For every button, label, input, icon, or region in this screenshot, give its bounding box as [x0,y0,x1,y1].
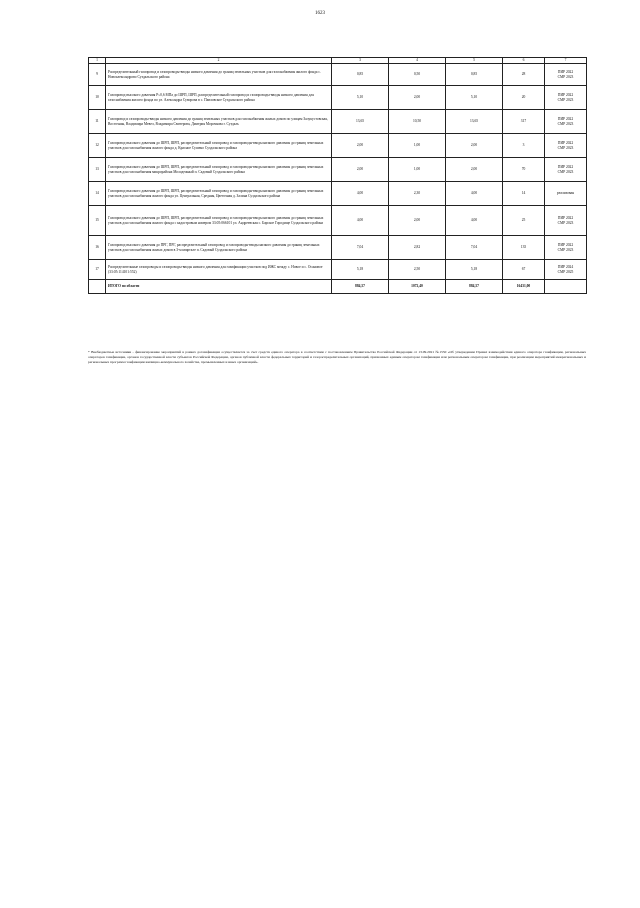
total-col3: 884,57 [332,280,389,294]
stage-label: СМР 2023 [557,247,574,252]
page-number: 1623 [315,11,325,16]
stage-label: СМР 2023 [557,74,574,79]
value-col5: 0,85 [446,64,503,86]
column-number-header: 1 [89,58,106,64]
value-col6: 25 [503,206,545,236]
value-col5: 4,00 [446,206,503,236]
stage-label: СМР 2023 [557,145,574,150]
stage-label: ПИР 2022 [557,164,574,169]
object-name: Газопровод высокого давления до ШРП, ШРП, распределительный газопровод и газопроводы-вводы низкого давления до границ земельных участков для газоснабжения жилого фонда с кадастровым номером 33:05:066101 ул. Андреевская с. Барское Городище Суздальского района [106,206,332,236]
value-col6: 3 [503,134,545,158]
value-col4: 2,82 [389,236,446,260]
stage-cell [545,134,587,158]
stage-label: реализован [556,191,575,196]
total-col4: 1072,40 [389,280,446,294]
total-col6: 16431,00 [503,280,545,294]
value-col6: 14 [503,182,545,206]
value-col3: 5,18 [332,260,389,280]
table-row [89,134,587,158]
object-name: Газопровод высокого давления до ШРП, ШРП, распределительный газопровод и газопроводы-вводы низкого давления до границ земельных участков для газоснабжения жилого фонда д. Красное Сушено Суздальского района [106,134,332,158]
table-row [89,236,587,260]
stage-label: СМР 2023 [557,121,574,126]
total-stage [545,280,587,294]
value-col6: 67 [503,260,545,280]
object-name: Распределительные газопроводы и газопроводы-вводы низкого давления для газификации участков под ИЖС между с. Новое и с. Осановое (33:05:114101:552) [106,260,332,280]
row-number: 12 [89,134,106,158]
footnote: * Внебюджетные источники - финансирование мероприятий в рамках догазификации осуществляется за счет средств единого оператора в соответствии с постановлением Правительства Российской Федерации от 13.09.2021 №1550 «Об утверждении Правил взаимодействия единого оператора газификации, региональных операторов газификации, органов государственной власти субъектов Российской Федерации, органов публичной власти федеральных территорий и газораспределительных организаций, признанных единым оператором газификации или региональным оператором газификации, при реализации мероприятий межрегиональных и региональных программ газификации жилищно-коммунального хозяйства, промышленных и иных организаций». [88,350,586,364]
value-col3: 5,10 [332,86,389,110]
value-col4: 1,00 [389,158,446,182]
stage-label: ПИР 2022 [557,140,574,145]
stage-cell [545,110,587,134]
object-name: Газопровод высокого давления Р≤0,6 МПа до ШРП, ШРП, распределительный газопровод и газопроводы-вводы низкого давления для газоснабжения жилого фонда по ул. Александра Суворова в с. Павловское Суздальского района [106,86,332,110]
value-col3: 2,00 [332,158,389,182]
table-row [89,182,587,206]
table-row [89,206,587,236]
value-col3: 4,00 [332,206,389,236]
column-number-header: 4 [389,58,446,64]
table-row [89,158,587,182]
value-col4: 2,50 [389,260,446,280]
stage-cell [545,236,587,260]
value-col5: 5,10 [446,86,503,110]
stage-cell [545,86,587,110]
program-table [88,57,587,294]
value-col6: 70 [503,158,545,182]
stage-cell [545,182,587,206]
total-empty-cell [89,280,106,294]
total-row [89,280,587,294]
row-number: 15 [89,206,106,236]
row-number: 17 [89,260,106,280]
stage-cell [545,206,587,236]
total-col5: 884,57 [446,280,503,294]
object-name: Газопровод высокого давления до ПРГ, ПРГ, распределительный газопровод и газопроводы-вводы низкого давления до границ земельных участков для газоснабжения жилых домов в 3-м квартале п. Садовый Суздальского района [106,236,332,260]
value-col4: 1,00 [389,134,446,158]
value-col3: 7,04 [332,236,389,260]
value-col6: 20 [503,86,545,110]
stage-label: ПИР 2022 [557,69,574,74]
stage-cell [545,64,587,86]
value-col6: 317 [503,110,545,134]
table-row [89,64,587,86]
value-col3: 0,85 [332,64,389,86]
row-number: 14 [89,182,106,206]
stage-label: ПИР 2022 [557,242,574,247]
stage-label: СМР 2025 [557,269,574,274]
value-col3: 4,00 [332,182,389,206]
value-col5: 7,04 [446,236,503,260]
value-col3: 2,00 [332,134,389,158]
row-number: 9 [89,64,106,86]
stage-label: ПИР 2022 [557,92,574,97]
value-col5: 5,18 [446,260,503,280]
table-row [89,110,587,134]
column-number-header: 2 [106,58,332,64]
value-col5: 2,00 [446,158,503,182]
row-number: 13 [89,158,106,182]
object-name: Распределительный газопровод и газопроводы-вводы низкого давления до границ земельных участков для газоснабжения жилого фонда с. Новоалександрово Суздальского района [106,64,332,86]
object-name: Газопровод и газопроводы-вводы низкого давления до границ земельных участков для газоснабжения жилых домов по улицам Залукустовская, Восточная, Владимира Мевел, Владимира Свитерова, Дмитрия Морочкова г. Суздаль [106,110,332,134]
value-col3: 13,65 [332,110,389,134]
row-number: 11 [89,110,106,134]
stage-cell [545,158,587,182]
column-number-header: 7 [545,58,587,64]
value-col4: 2,00 [389,86,446,110]
value-col5: 4,00 [446,182,503,206]
table-row [89,86,587,110]
column-number-header: 3 [332,58,389,64]
value-col6: 135 [503,236,545,260]
object-name: Газопровод высокого давления до ШРП, ШРП, распределительный газопровод и газопроводы-вводы низкого давления до границ земельных участков для газоснабжения жилого фонда ул. Центральная, Средняя, Цветочная д. Залина Суздальского района [106,182,332,206]
stage-label: ПИР 2022 [557,215,574,220]
value-col5: 2,00 [446,134,503,158]
value-col5: 13,65 [446,110,503,134]
object-name: Газопровод высокого давления до ШРП, ШРП, распределительный газопровод и газопроводы-вводы низкого давления до границ земельных участков для газоснабжения микрорайона Молодежный п. Садовый Суздальского района [106,158,332,182]
column-number-header: 5 [446,58,503,64]
stage-label: СМР 2023 [557,97,574,102]
column-number-header: 6 [503,58,545,64]
value-col4: 0,50 [389,64,446,86]
value-col6: 28 [503,64,545,86]
stage-cell [545,260,587,280]
stage-label: СМР 2023 [557,220,574,225]
table-row [89,260,587,280]
value-col4: 2,00 [389,206,446,236]
row-number: 16 [89,236,106,260]
total-label: ИТОГО по области [106,280,332,294]
value-col4: 10,50 [389,110,446,134]
value-col4: 2,30 [389,182,446,206]
stage-label: ПИР 2024 [557,264,574,269]
stage-label: ПИР 2022 [557,116,574,121]
stage-label: СМР 2023 [557,169,574,174]
row-number: 10 [89,86,106,110]
